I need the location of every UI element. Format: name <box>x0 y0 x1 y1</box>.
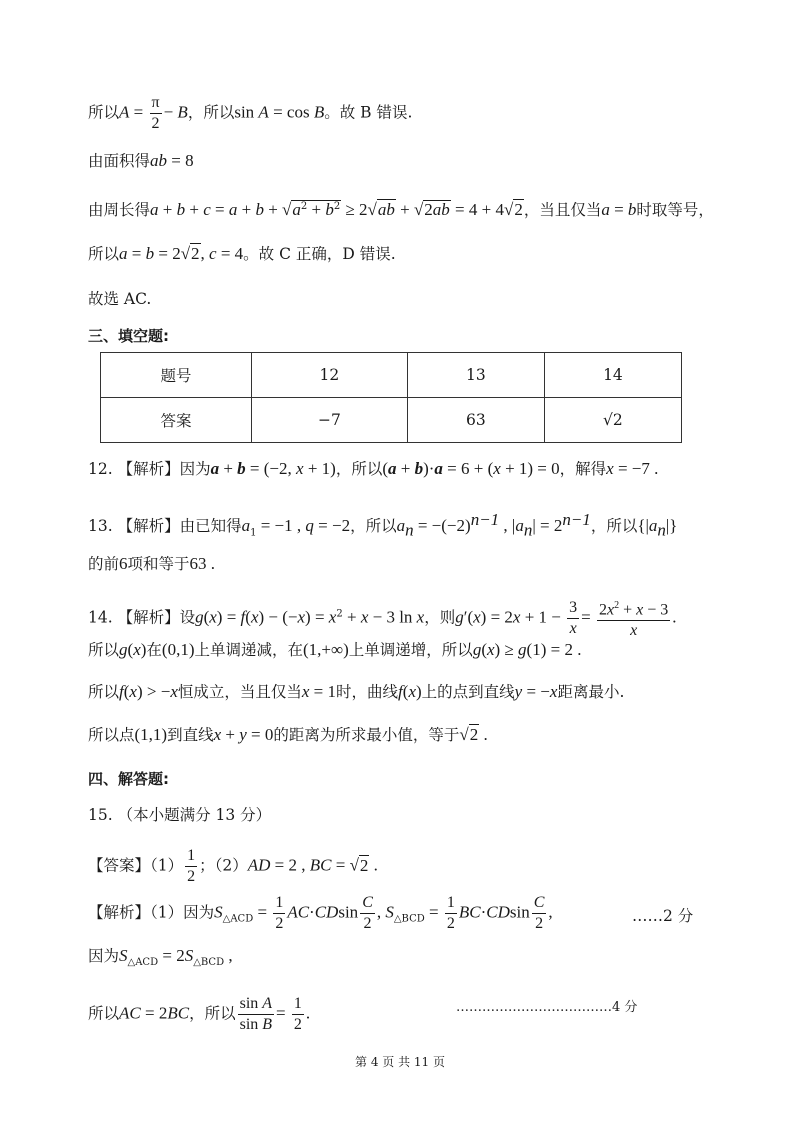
table-row <box>101 353 682 398</box>
table-cell: 13 <box>407 353 544 398</box>
q14-monotonic: 所以g(x)在(0,1)上单调递减，在(1,+∞)上单调递增，所以g(x) ≥ g(1) = 2 . <box>88 640 582 659</box>
q13-explanation-cont: 的前6项和等于63 . <box>88 554 216 573</box>
answer-table <box>100 352 682 443</box>
table-cell: 63 <box>407 398 544 443</box>
score-marker-2: ……2 分 <box>632 907 694 925</box>
section-solutions-heading: 四、解答题: <box>88 770 169 788</box>
q15-explanation: 【解析】（1）因为$S_{\triangle ACD}$ = $\frac{1}{2}$ AC·CDsin $\frac{C}{2}$ , $S_{\triangle BCD}$ = $\frac{1}{2}$ BC·CDsin $\frac{C}{2}$ , <box>88 894 553 932</box>
q14-inequality: 所以f(x) > −x恒成立，当且仅当x = 1时，曲线f(x)上的点到直线y = −x距离最小. <box>88 682 625 701</box>
table-row <box>101 398 682 443</box>
table-cell: 12 <box>252 353 408 398</box>
table-cell: √2 <box>544 398 681 443</box>
page-footer: 第 4 页 共 11 页 <box>355 1055 445 1069</box>
line-area: 由面积得ab = 8 <box>88 151 194 170</box>
table-cell: 题号 <box>101 353 252 398</box>
line-perimeter: 由周长得$a + b + c = a + b + √a^2 + b^2 \ge 2√ab + √2ab = 4 + 4√2$，当且仅当a = b时取等号， <box>88 200 714 220</box>
q13-explanation: 13. 【解析】由已知得$a_1 = -1$ , q = −2，所以$a_n = -(-2)^{n-1}$ , $|a_n| = 2^{n-1}$，所以$\{|a_n|\}$ <box>88 510 678 540</box>
q12-explanation: 12. 【解析】因为a + b = (−2, x + 1)，所以(a + b)·a = 6 + (x + 1) = 0，解得x = −7 . <box>88 459 659 478</box>
section-fill-in-heading: 三、填空题: <box>88 327 169 345</box>
q15-title: 15. （本小题满分 13 分） <box>88 806 272 824</box>
line-angle-relation: 所以A = $\frac{\pi}{2}$ − B，所以sin A = cos B。故 B 错误. <box>88 94 413 132</box>
line-conclusion: 所以a = b = 2√2, c = 4。故 C 正确，D 错误. <box>88 244 396 263</box>
q14-explanation: 14. 【解析】设$g(x) = f(x) - (-x) = x^2 + x - 3$ ln x，则g′(x) = 2x + 1 − $\frac{3}{x}$ = $\frac{2x^2 + x - 3}{x}$ . <box>88 596 677 641</box>
q15-answer: 【答案】（1） $\frac{1}{2}$ ；（2）AD = 2 , BC = √2 . <box>88 847 378 885</box>
q14-distance: 所以点(1,1)到直线x + y = 0的距离为所求最小值，等于√2 . <box>88 725 488 744</box>
table-cell: 答案 <box>101 398 252 443</box>
score-marker-4: ………………………………4 分 <box>456 1000 638 1015</box>
line-answer-choice: 故选 AC. <box>88 290 152 308</box>
q15-ratio: 所以AC = 2BC，所以 $\frac{\text{sin A}}{\text{sin B}}$ = $\frac{1}{2}$ . <box>88 995 311 1033</box>
table-cell: −7 <box>252 398 408 443</box>
q15-area-relation: 因为$S_{\triangle ACD} = 2S_{\triangle BCD}$ , <box>88 946 233 969</box>
table-cell: 14 <box>544 353 681 398</box>
